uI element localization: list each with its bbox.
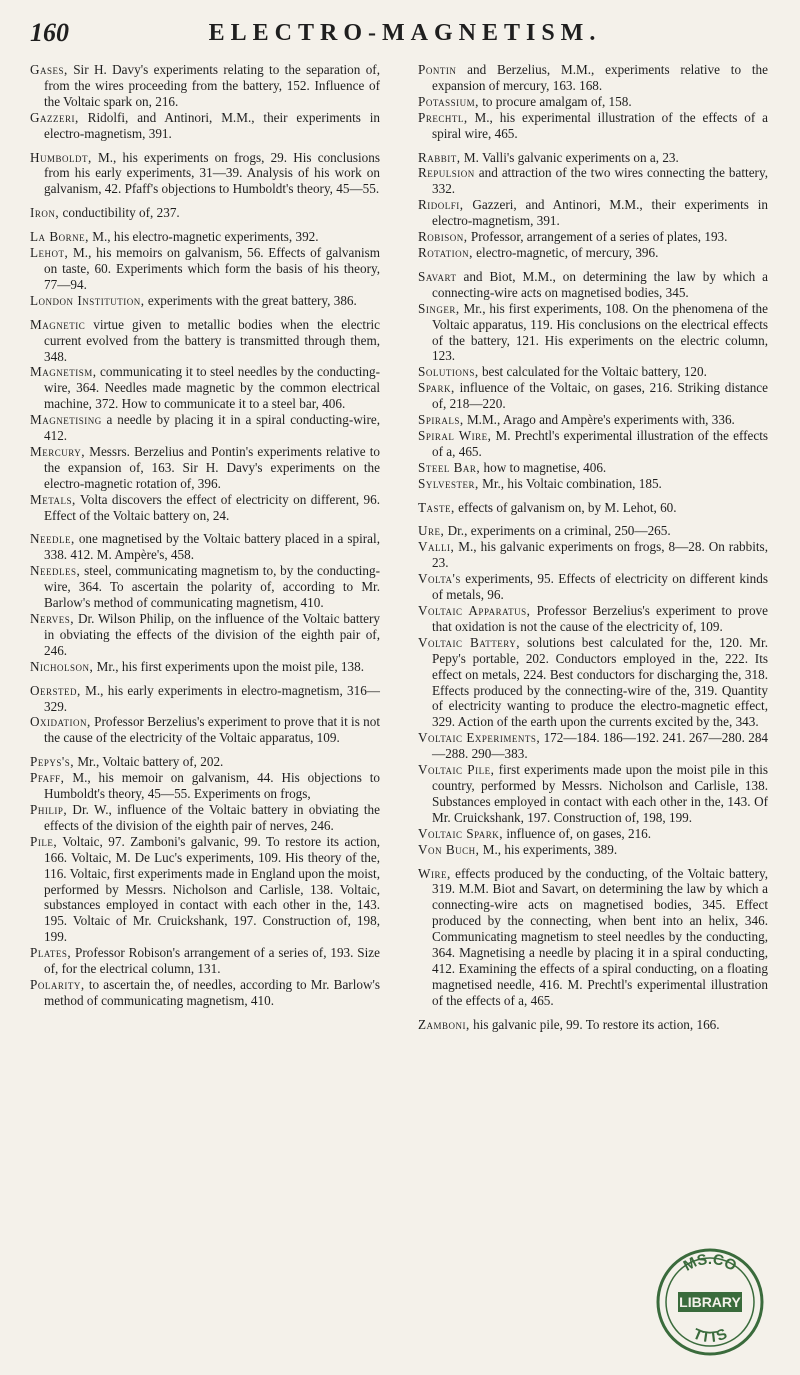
index-entry [418, 62, 768, 94]
index-entry [30, 834, 380, 945]
entry-headword: Magnetic [30, 316, 86, 332]
entry-text: first experiments made upon the moist pile in this country, performed by Messrs. Nicholson and Carlisle, 138. Substances employed in contact with each other in the, 143. Of Mr. Cruickshank, 197. Construction of, 198, 199. [432, 762, 768, 825]
entry-gap [30, 309, 380, 317]
entry-text: experiments with the great battery, 386. [144, 292, 357, 308]
entry-headword: Voltaic Apparatus, [418, 603, 531, 618]
entry-text: M., his experiments on frogs, 29. His conclusions from his early experiments, 31—39. Analysis of his work on galvanism, 42. Pfaff's objections to Humboldt's theory, 45—55. [44, 149, 380, 197]
index-entry [30, 245, 380, 293]
index-entry [30, 444, 380, 492]
entry-headword: Von Buch, [418, 841, 480, 857]
index-entry [418, 603, 768, 635]
entry-headword: Volta's [418, 571, 461, 587]
index-entry [30, 229, 380, 245]
entry-headword: Robison, [418, 229, 468, 245]
running-title: ELECTRO-MAGNETISM. [208, 20, 602, 46]
index-entry [418, 762, 768, 826]
entry-gap [418, 1009, 768, 1017]
entry-text: Mr., his Voltaic combination, 185. [478, 475, 662, 491]
entry-text: M., his galvanic experiments on frogs, 8—28. On rabbits, 23. [432, 539, 768, 571]
index-entry [418, 229, 768, 245]
entry-headword: Gases, [30, 62, 68, 77]
entry-gap [418, 492, 768, 500]
entry-headword: Magnetism, [30, 364, 97, 380]
index-entry [30, 802, 380, 834]
index-entry [30, 945, 380, 977]
index-entry [418, 842, 768, 858]
entry-text: Gazzeri, and Antinori, M.M., their experiments in electro-magnetism, 391. [432, 197, 768, 229]
index-column-left [30, 62, 380, 1009]
index-entry [418, 428, 768, 460]
entry-headword: Ure, [418, 523, 445, 539]
entry-gap [30, 221, 380, 229]
entry-text: M. Prechtl's experimental illustration of the effects of a, 465. [432, 427, 769, 459]
index-entry [418, 571, 768, 603]
entry-text: Professor Berzelius's experiment to prove that it is not the cause of the electricity of the Voltaic apparatus, 109. [44, 714, 380, 746]
entry-headword: Mercury, [30, 443, 86, 459]
index-entry [418, 730, 768, 762]
index-entry [30, 659, 380, 675]
entry-text: how to magnetise, 406. [480, 459, 607, 475]
entry-gap [418, 515, 768, 523]
entry-gap [30, 142, 380, 150]
entry-text: Dr. Wilson Philip, on the influence of the Voltaic battery in obviating the effects of the division of the eighth pair of, 246. [44, 611, 380, 658]
entry-headword: Repulsion [418, 165, 475, 181]
entry-text: effects of galvanism on, by M. Lehot, 60. [454, 499, 677, 515]
entry-text: to ascertain the, of needles, according to Mr. Barlow's method of communicating magnetism, 410. [44, 976, 380, 1008]
entry-text: Professor, arrangement of a series of plates, 193. [467, 229, 728, 245]
entry-text: M.M., Arago and Ampère's experiments with, 336. [463, 412, 735, 428]
index-entry [30, 611, 380, 659]
entry-text: electro-magnetic, of mercury, 396. [472, 244, 659, 260]
entry-headword: Solutions, [418, 364, 479, 380]
entry-headword: Nerves, [30, 611, 75, 626]
entry-headword: Spiral Wire, [418, 427, 492, 443]
entry-headword: Needle, [30, 531, 75, 547]
index-entry [418, 476, 768, 492]
index-entry [30, 683, 380, 715]
index-entry [418, 110, 768, 142]
index-entry [418, 380, 768, 412]
entry-headword: Singer, [418, 300, 460, 316]
entry-headword: Humboldt, [30, 149, 92, 165]
index-entry [418, 165, 768, 197]
entry-text: M., his memoirs on galvanism, 56. Effects of galvanism on taste, 60. Experiments which form the basis of his theory, 77—94. [44, 245, 380, 292]
entry-headword: Gazzeri, [30, 109, 79, 125]
index-entry [418, 1017, 768, 1033]
index-entry [30, 754, 380, 770]
entry-text: Professor Robison's arrangement of a series of, 193. Size of, for the electrical column, 131. [44, 945, 380, 977]
entry-gap [30, 523, 380, 531]
entry-headword: Oersted, [30, 682, 81, 698]
entry-headword: Metals, [30, 491, 76, 507]
index-entry [418, 150, 768, 166]
index-entry [418, 364, 768, 380]
entry-gap [418, 261, 768, 269]
entry-gap [30, 746, 380, 754]
entry-headword: Spirals, [418, 412, 464, 428]
page-number: 160 [30, 18, 69, 47]
entry-headword: Zamboni, [418, 1016, 470, 1032]
entry-headword: Voltaic Spark, [418, 825, 504, 841]
entry-text: a needle by placing it in a spiral conducting-wire, 412. [44, 412, 380, 444]
entry-headword: Needles, [30, 563, 81, 579]
entry-text: M., his electro-magnetic experiments, 392. [88, 229, 319, 245]
entry-headword: Magnetising [30, 412, 102, 428]
entry-headword: Pile, [30, 833, 58, 849]
entry-headword: Plates, [30, 945, 72, 961]
entry-headword: Sylvester, [418, 475, 479, 491]
entry-text: conductibility of, 237. [59, 205, 180, 221]
entry-headword: Polarity, [30, 976, 85, 992]
entry-headword: Spark, [418, 380, 455, 396]
index-entry [418, 523, 768, 539]
index-column-right [418, 62, 768, 1033]
entry-text: virtue given to metallic bodies when the electric current evolved from the battery is transmitted through them, 348. [44, 316, 380, 364]
index-entry [30, 563, 380, 611]
entry-text: M., his memoir on galvanism, 44. His objections to Humboldt's theory, 45—55. Experiments on frogs, [44, 770, 380, 802]
stamp-top-text: MS.CO [680, 1250, 740, 1275]
entry-text: M. Valli's galvanic experiments on a, 23. [460, 149, 679, 165]
index-entry [418, 539, 768, 571]
entry-headword: Philip, [30, 801, 68, 817]
index-entry [30, 150, 380, 198]
entry-text: Mr., Voltaic battery of, 202. [74, 754, 224, 770]
entry-headword: Lehot, [30, 245, 69, 261]
index-entry [418, 412, 768, 428]
entry-text: solutions best calculated for the, 120. Mr. Pepy's portable, 202. Conductors employed in the, 222. Its effect on metals, 224. Best conductors for discharging the, 318. Effects produced by the connecting-wire of the, 319. Quantity of electricity wanting to produce the electro-magnetic effect, 329. Action of the earth upon the currents excited by the, 343. [432, 634, 768, 730]
index-entry [30, 531, 380, 563]
entry-text: communicating it to steel needles by the conducting-wire, 364. Needles made magnetic by the common electrical machine, 372. How to communicate it to a steel bar, 406. [44, 364, 380, 412]
library-stamp [650, 1240, 770, 1360]
index-entry [30, 317, 380, 365]
entry-text: M., his experimental illustration of the effects of a spiral wire, 465. [432, 109, 768, 141]
entry-headword: Steel Bar, [418, 459, 481, 475]
index-entry [30, 770, 380, 802]
stamp-center-text: LIBRARY [679, 1294, 741, 1310]
stamp-bottom-text: TTTS [690, 1325, 730, 1347]
entry-headword: Ridolfi, [418, 197, 464, 213]
entry-text: Sir H. Davy's experiments relating to the separation of, from the wires proceeding from the battery, 152. Influence of the Voltaic spark on, 216. [44, 62, 380, 109]
entry-text: influence of, on gases, 216. [503, 825, 652, 841]
entry-text: and attraction of the two wires connecting the battery, 332. [432, 165, 768, 197]
entry-text: Volta discovers the effect of electricity on different, 96. Effect of the Voltaic battery on, 24. [44, 491, 380, 523]
entry-headword: Voltaic Pile, [418, 762, 495, 778]
entry-text: Professor Berzelius's experiment to prove that oxidation is not the cause of the electricity of, 109. [432, 603, 768, 634]
entry-text: Dr., experiments on a criminal, 250—265. [444, 523, 671, 539]
index-entry [418, 826, 768, 842]
index-entry [30, 293, 380, 309]
entry-text: Mr., his first experiments upon the moist pile, 138. [93, 658, 365, 674]
page-header [30, 18, 780, 50]
entry-headword: La Borne, [30, 229, 89, 245]
entry-gap [30, 197, 380, 205]
entry-headword: Prechtl, [418, 109, 468, 125]
entry-text: best calculated for the Voltaic battery, 120. [478, 364, 707, 380]
entry-text: Ridolfi, and Antinori, M.M., their experiments in electro-magnetism, 391. [44, 109, 380, 141]
entry-headword: Rotation, [418, 244, 473, 260]
entry-text: his galvanic pile, 99. To restore its action, 166. [469, 1016, 720, 1032]
entry-gap [418, 858, 768, 866]
entry-headword: Valli, [418, 539, 455, 555]
entry-text: influence of the Voltaic, on gases, 216. Striking distance of, 218—220. [432, 380, 768, 412]
index-entry [418, 269, 768, 301]
entry-headword: Savart [418, 268, 457, 284]
index-entry [418, 197, 768, 229]
index-entry [418, 301, 768, 365]
entry-gap [30, 675, 380, 683]
entry-headword: Voltaic Experiments, [418, 730, 541, 746]
entry-text: Dr. W., influence of the Voltaic battery in obviating the effects of the division of the eighth pair of nerves, 246. [44, 801, 380, 833]
index-entry [30, 492, 380, 524]
entry-text: Mr., his first experiments, 108. On the phenomena of the Voltaic apparatus, 119. His conclusions on the electrical effects of the battery, 121. His experiments on the electric column, 123. [432, 300, 768, 364]
entry-headword: Pontin [418, 62, 457, 77]
index-entry [418, 635, 768, 730]
entry-text: Messrs. Berzelius and Pontin's experiments relative to the expansion of, 163. Sir H. Davy's experiments on the electro-magnetic rotation of, 396. [44, 443, 380, 491]
entry-text: and Biot, M.M., on determining the law by which a connecting-wire acts on magnetised bodies, 345. [432, 268, 768, 300]
index-entry [418, 94, 768, 110]
entry-headword: Rabbit, [418, 149, 461, 165]
entry-text: to procure amalgam of, 158. [478, 93, 632, 109]
index-entry [30, 412, 380, 444]
index-entry [30, 977, 380, 1009]
entry-headword: Wire, [418, 865, 451, 881]
entry-headword: Taste, [418, 499, 455, 515]
entry-text: M., his early experiments in electro-magnetism, 316—329. [44, 682, 380, 714]
entry-headword: London Institution, [30, 292, 145, 308]
entry-text: and Berzelius, M.M., experiments relative to the expansion of mercury, 163. 168. [432, 62, 768, 93]
entry-headword: Potassium, [418, 93, 479, 109]
entry-headword: Voltaic Battery, [418, 634, 521, 650]
index-entry [30, 110, 380, 142]
entry-headword: Nicholson, [30, 658, 94, 674]
index-entry [418, 460, 768, 476]
entry-headword: Pepys's, [30, 754, 75, 770]
entry-text: 172—184. 186—192. 241. 267—280. 284—288. 290—383. [432, 730, 769, 762]
index-entry [418, 245, 768, 261]
index-entry [30, 714, 380, 746]
index-entry [30, 364, 380, 412]
index-entry [418, 866, 768, 1009]
index-entry [30, 205, 380, 221]
entry-text: experiments, 95. Effects of electricity on different kinds of metals, 96. [432, 571, 768, 603]
entry-headword: Iron, [30, 205, 60, 221]
entry-text: M., his experiments, 389. [479, 841, 618, 857]
entry-text: one magnetised by the Voltaic battery placed in a spiral, 338. 412. M. Ampère's, 458. [44, 531, 380, 563]
entry-headword: Pfaff, [30, 770, 65, 786]
index-entry [418, 500, 768, 516]
entry-text: effects produced by the conducting, of the Voltaic battery, 319. M.M. Biot and Savart, on determining the law by which a connecting-wire acts on magnetised bodies, 345. Effect produced by the connecting, when bent into an helix, 346. Communicating magnetism to steel needles by the conducting, 364. Magnetising a needle by placing it in a spiral conducting, 412. Examining the effects of a spiral conducting, on a floating magnetised needle, 416. M. Prechtl's experimental illustration of the effects of a, 465. [432, 865, 768, 1008]
index-entry [30, 62, 380, 110]
entry-text: steel, communicating magnetism to, by the conducting-wire, 364. To ascertain the polarity of, according to Mr. Barlow's method of communicating magnetism, 410. [44, 563, 380, 611]
entry-gap [418, 142, 768, 150]
entry-headword: Oxidation, [30, 714, 91, 730]
entry-text: Voltaic, 97. Zamboni's galvanic, 99. To restore its action, 166. Voltaic, M. De Luc's experiments, 109. His theory of the, 116. Voltaic, first experiments made in England upon the moist, performed by Messrs. Nicholson and Carlisle, 138. Voltaic, substances employed in contact with each other in the, 143. 195. Voltaic of Mr. Cruickshank, 197. Construction of, 198, 199. [44, 833, 380, 945]
